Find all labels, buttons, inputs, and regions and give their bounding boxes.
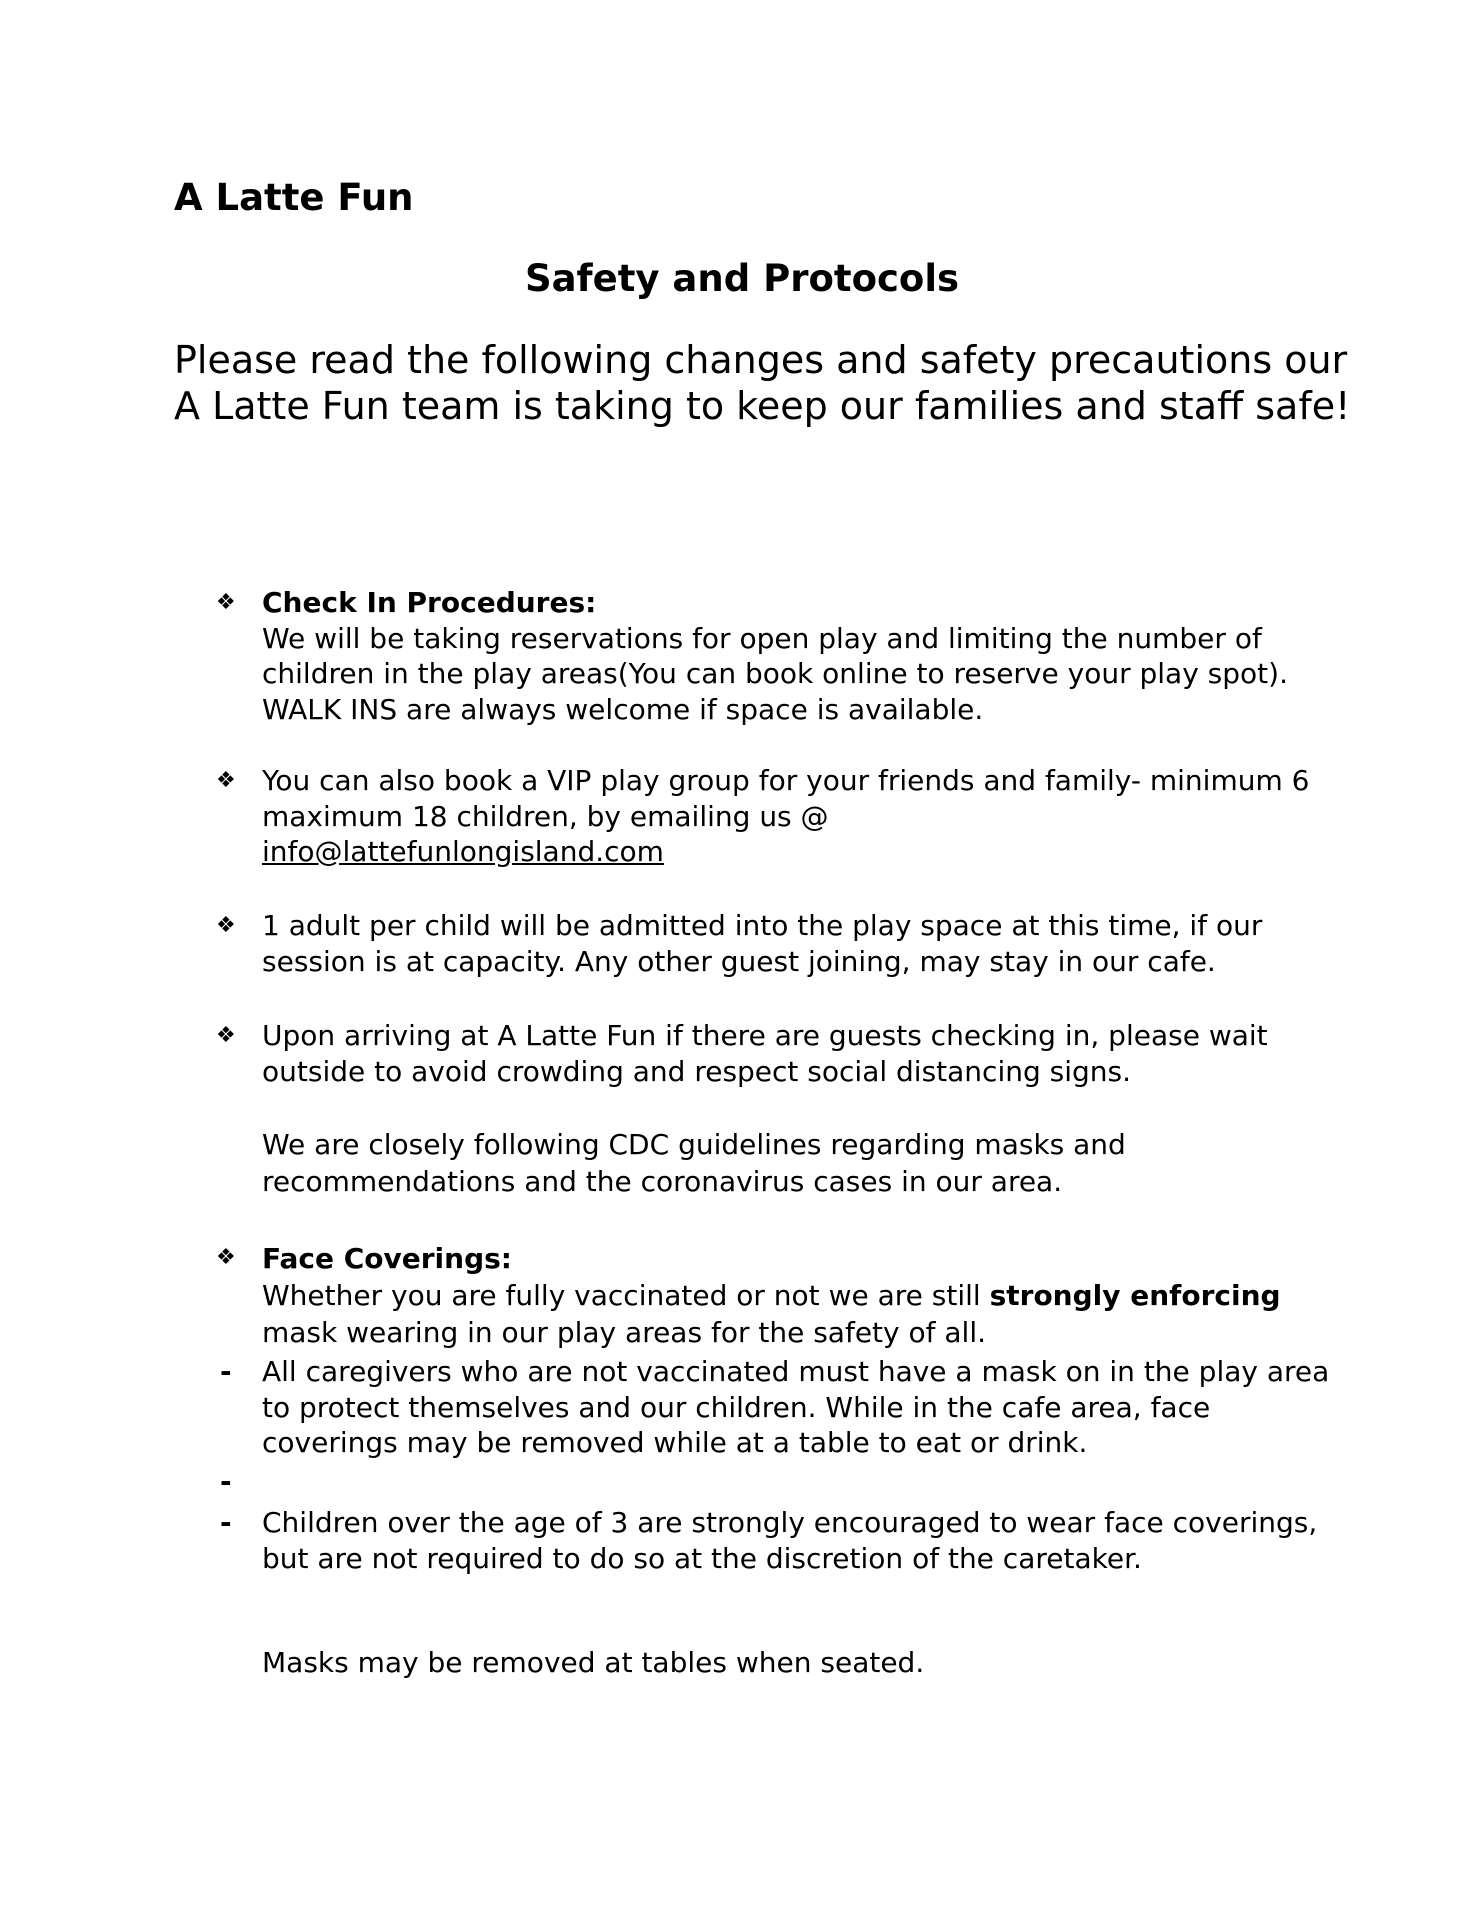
caregivers-item <box>216 1354 1336 1461</box>
dash-bullet-icon: - <box>220 1506 232 1539</box>
caregivers-text: All caregivers who are not vaccinated must have a mask on in the play area to protect themselves and our children. While in the cafe area, face coverings may be removed while at a table to eat or drink. <box>262 1355 1330 1459</box>
diamond-bullet-icon: ❖ <box>216 1245 236 1270</box>
diamond-bullet-icon: ❖ <box>216 590 236 615</box>
arrival-text: Upon arriving at A Latte Fun if there are guests checking in, please wait outside to avoid crowding and respect social distancing signs. <box>262 1019 1268 1088</box>
brand-name: A Latte Fun <box>174 176 414 219</box>
vip-text: You can also book a VIP play group for your friends and family- minimum 6 maximum 18 children, by emailing us @ <box>262 764 1310 833</box>
intro-paragraph: Please read the following changes and safety precautions our A Latte Fun team is taking to keep our families and staff safe! <box>174 338 1351 428</box>
check-in-heading: Check In Procedures: <box>262 586 597 619</box>
check-in-text: We will be taking reservations for open play and limiting the number of children in the play areas(You can book online to reserve your play spot). WALK INS are always welcome if space is available. <box>262 621 1288 726</box>
cdc-note: We are closely following CDC guidelines regarding masks and recommendations and the coronavirus cases in our area. <box>262 1128 1126 1198</box>
dash-bullet-icon: - <box>220 1465 232 1498</box>
diamond-bullet-icon: ❖ <box>216 1023 236 1048</box>
adult-policy-section <box>216 908 1336 979</box>
face-coverings-heading: Face Coverings: <box>262 1242 512 1275</box>
email-link[interactable]: info@lattefunlongisland.com <box>262 835 664 868</box>
face-coverings-text-bold: strongly enforcing <box>989 1279 1281 1312</box>
arrival-section <box>216 1018 1336 1089</box>
adult-policy-text: 1 adult per child will be admitted into the play space at this time, if our session is at capacity. Any other guest joining, may stay in our cafe. <box>262 909 1263 978</box>
masks-note: Masks may be removed at tables when seated. <box>262 1646 925 1679</box>
diamond-bullet-icon: ❖ <box>216 913 236 938</box>
children-text: Children over the age of 3 are strongly encouraged to wear face coverings, but are not required to do so at the discretion of the caretaker. <box>262 1506 1318 1575</box>
vip-section <box>216 763 1336 870</box>
face-coverings-text-after: mask wearing in our play areas for the safety of all. <box>262 1316 986 1349</box>
check-in-section <box>216 585 1336 727</box>
children-item <box>216 1505 1336 1576</box>
face-coverings-text <box>262 1277 1336 1351</box>
face-coverings-section <box>216 1240 1336 1351</box>
diamond-bullet-icon: ❖ <box>216 768 236 793</box>
dash-bullet-icon: - <box>220 1355 232 1388</box>
face-coverings-text-before: Whether you are fully vaccinated or not we are still <box>262 1279 990 1312</box>
page-title: Safety and Protocols <box>524 257 960 300</box>
